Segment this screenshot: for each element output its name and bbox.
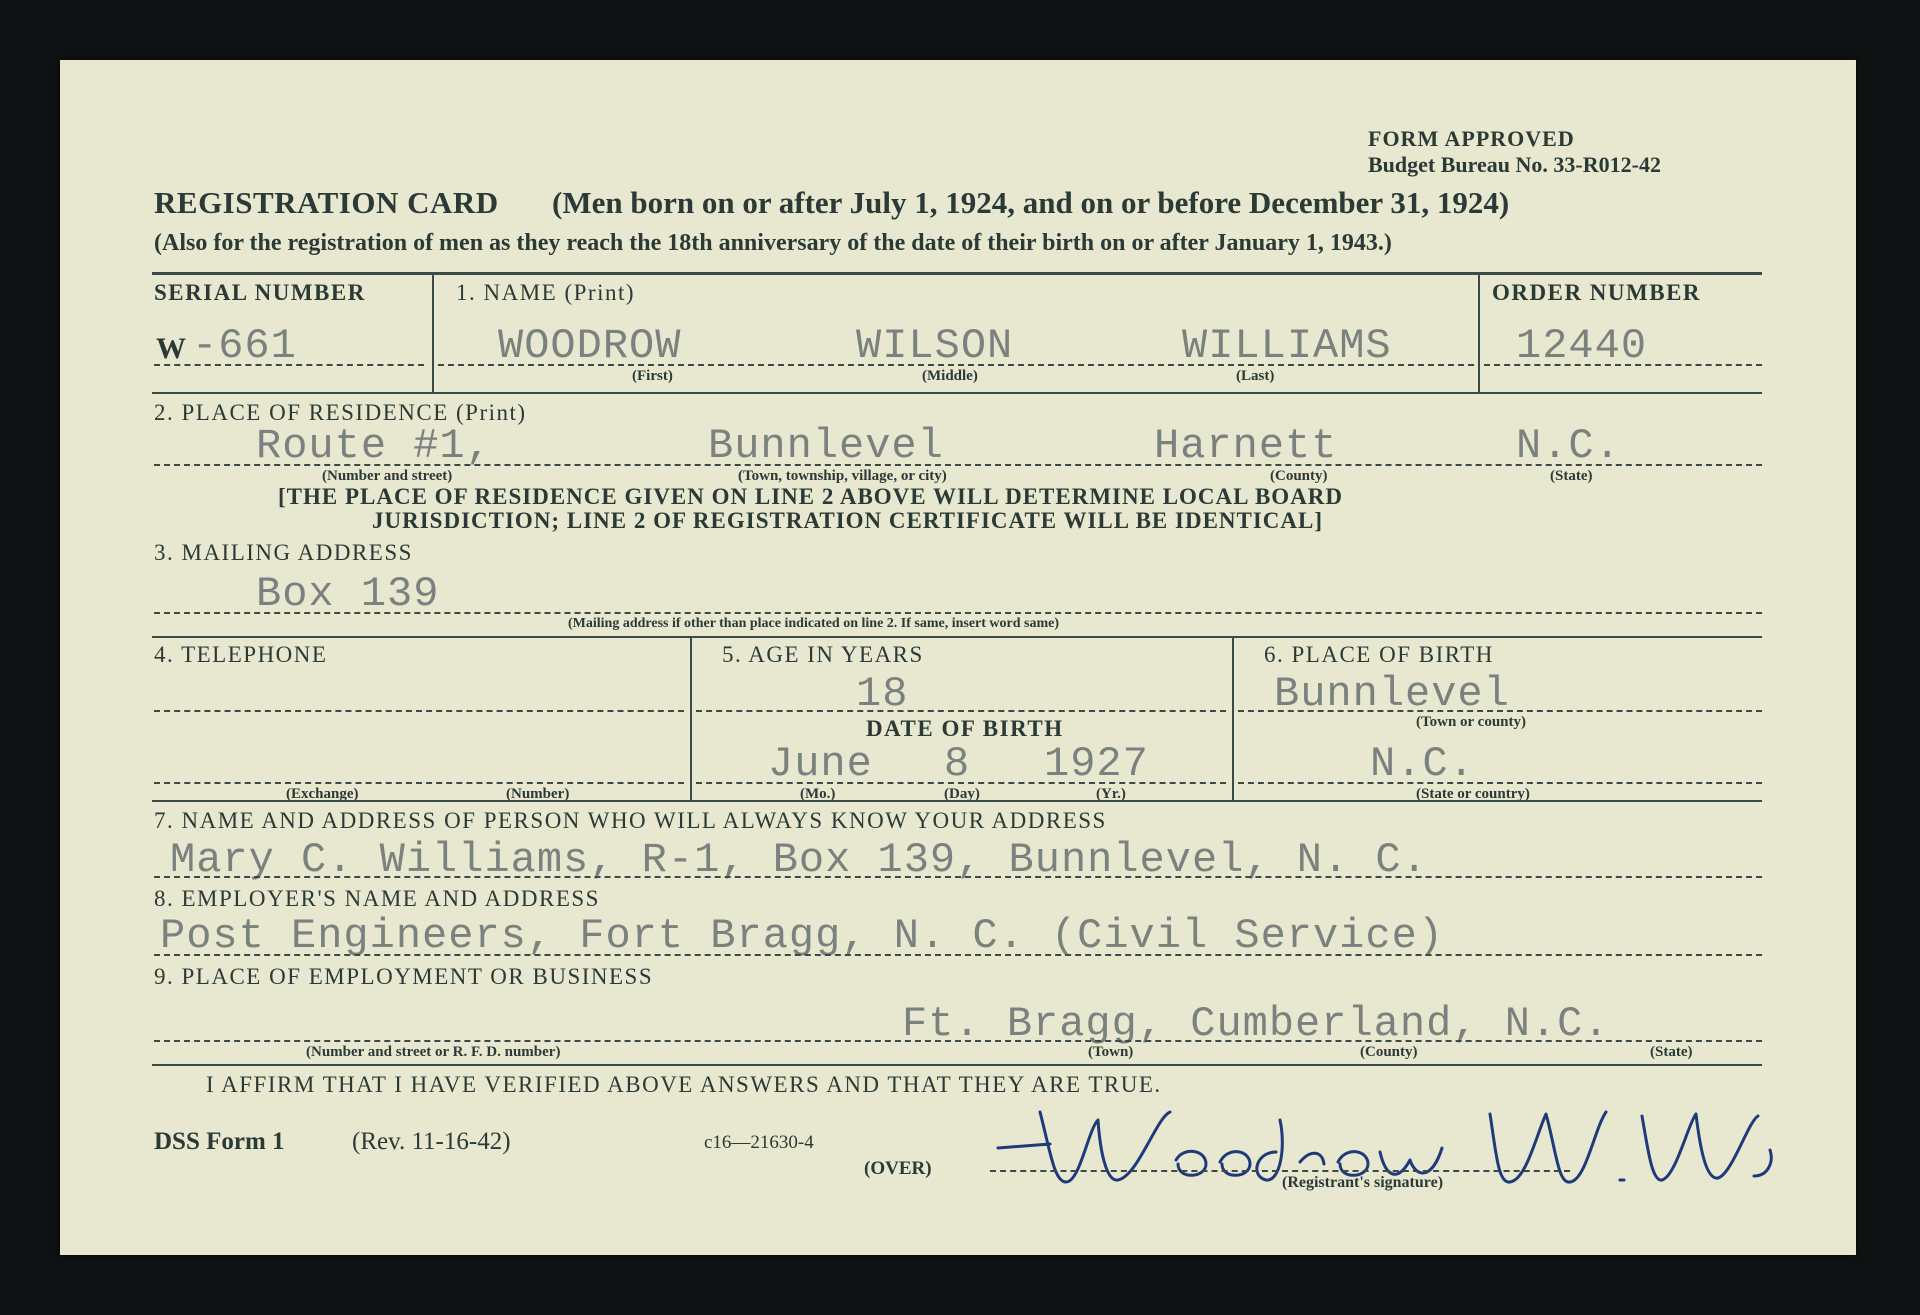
- birth-day-caption: (Day): [944, 786, 980, 802]
- telephone-label: 4. TELEPHONE: [154, 642, 328, 667]
- middle-name-caption: (Middle): [922, 368, 978, 384]
- employment-place-label: 9. PLACE OF EMPLOYMENT OR BUSINESS: [154, 964, 654, 989]
- order-number-label: ORDER NUMBER: [1492, 280, 1702, 305]
- order-line: [1484, 364, 1762, 366]
- dob-line: [696, 782, 1226, 784]
- residence-street-value: Route #1,: [256, 422, 492, 470]
- contact-person-label: 7. NAME AND ADDRESS OF PERSON WHO WILL ALWAYS KNOW YOUR ADDRESS: [154, 808, 1107, 833]
- print-code: c16—21630-4: [704, 1132, 814, 1153]
- card-title-note: (Men born on or after July 1, 1924, and on or before December 31, 1924): [552, 185, 1510, 220]
- residence-county-caption: (County): [1270, 468, 1328, 484]
- rule-after-employment: [152, 1064, 1762, 1066]
- residence-line: [154, 464, 1762, 466]
- birthplace-state-line: [1238, 782, 1762, 784]
- name-label: 1. NAME (Print): [456, 280, 636, 305]
- residence-notice-line-1: [THE PLACE OF RESIDENCE GIVEN ON LINE 2 ABOVE WILL DETERMINE LOCAL BOARD: [278, 484, 1344, 509]
- serial-prefix: W: [156, 332, 186, 365]
- card-title: REGISTRATION CARD: [154, 185, 499, 220]
- serial-number-label: SERIAL NUMBER: [154, 280, 366, 305]
- order-number-value: 12440: [1516, 322, 1648, 370]
- employment-county-caption: (County): [1360, 1044, 1418, 1060]
- contact-line: [154, 876, 1762, 878]
- rule-telephone-divider: [690, 638, 692, 800]
- rule-age-divider: [1232, 638, 1234, 800]
- age-value: 18: [856, 670, 909, 718]
- birthplace-town-value: Bunnlevel: [1274, 670, 1510, 718]
- form-revision: (Rev. 11-16-42): [352, 1128, 511, 1155]
- first-name-caption: (First): [632, 368, 673, 384]
- name-line: [438, 364, 1474, 366]
- rule-after-name: [152, 392, 1762, 394]
- last-name-value: WILLIAMS: [1182, 322, 1392, 370]
- birthplace-town-caption: (Town or county): [1416, 714, 1527, 730]
- first-name-value: WOODROW: [498, 322, 682, 370]
- mailing-line: [154, 612, 1762, 614]
- contact-person-value: Mary C. Williams, R-1, Box 139, Bunnlevel, N. C.: [170, 836, 1428, 884]
- residence-town-caption: (Town, township, village, or city): [738, 468, 947, 484]
- employment-town-caption: (Town): [1088, 1044, 1134, 1060]
- telephone-line-2: [154, 782, 684, 784]
- telephone-line-1: [154, 710, 684, 712]
- residence-state-caption: (State): [1550, 468, 1593, 484]
- birthplace-state-value: N.C.: [1370, 740, 1475, 788]
- birth-year-value: 1927: [1044, 740, 1149, 788]
- mailing-address-value: Box 139: [256, 570, 440, 618]
- residence-state-value: N.C.: [1516, 422, 1621, 470]
- employer-value: Post Engineers, Fort Bragg, N. C. (Civil Service): [160, 912, 1445, 960]
- affirmation-statement: I AFFIRM THAT I HAVE VERIFIED ABOVE ANSWERS AND THAT THEY ARE TRUE.: [206, 1072, 1162, 1097]
- form-number: DSS Form 1: [154, 1128, 285, 1155]
- rule-after-mailing: [152, 636, 1762, 638]
- registration-card: [60, 60, 1856, 1255]
- form-approved: FORM APPROVED: [1368, 126, 1575, 151]
- over-note: (OVER): [864, 1158, 932, 1179]
- last-name-caption: (Last): [1236, 368, 1275, 384]
- residence-town-value: Bunnlevel: [708, 422, 944, 470]
- employer-line: [154, 954, 1762, 956]
- card-subtitle: (Also for the registration of men as they reach the 18th anniversary of the date of their birth on or after January 1, 1943.): [154, 230, 1392, 256]
- middle-name-value: WILSON: [856, 322, 1014, 370]
- budget-bureau-number: Budget Bureau No. 33-R012-42: [1368, 152, 1661, 177]
- rule-order-divider: [1478, 274, 1480, 392]
- rule-after-birth: [152, 800, 1762, 802]
- telephone-number-caption: (Number): [506, 786, 570, 802]
- signature-line: [990, 1170, 1570, 1172]
- employment-street-caption: (Number and street or R. F. D. number): [306, 1044, 561, 1060]
- serial-number-value: -661: [192, 322, 297, 370]
- telephone-exchange-caption: (Exchange): [286, 786, 359, 802]
- birth-day-value: 8: [944, 740, 971, 788]
- age-line: [696, 710, 1226, 712]
- employer-label: 8. EMPLOYER'S NAME AND ADDRESS: [154, 886, 600, 911]
- rule-serial-divider: [432, 274, 434, 392]
- birthplace-state-caption: (State or country): [1416, 786, 1530, 802]
- rule-top: [152, 272, 1762, 275]
- serial-line: [154, 364, 424, 366]
- birth-month-value: June: [768, 740, 873, 788]
- employment-state-caption: (State): [1650, 1044, 1693, 1060]
- birth-month-caption: (Mo.): [800, 786, 836, 802]
- residence-street-caption: (Number and street): [322, 468, 453, 484]
- residence-notice-line-2: JURISDICTION; LINE 2 OF REGISTRATION CERTIFICATE WILL BE IDENTICAL]: [372, 508, 1324, 533]
- birthplace-label: 6. PLACE OF BIRTH: [1264, 642, 1494, 667]
- age-label: 5. AGE IN YEARS: [722, 642, 924, 667]
- birthplace-town-line: [1238, 710, 1762, 712]
- birth-year-caption: (Yr.): [1096, 786, 1126, 802]
- signature-caption: (Registrant's signature): [1282, 1174, 1444, 1191]
- employment-line: [154, 1040, 1762, 1042]
- mailing-address-hint: (Mailing address if other than place indicated on line 2. If same, insert word same): [568, 616, 1060, 631]
- mailing-address-label: 3. MAILING ADDRESS: [154, 540, 413, 565]
- residence-county-value: Harnett: [1154, 422, 1338, 470]
- employment-place-value: Ft. Bragg, Cumberland, N.C.: [902, 1000, 1610, 1048]
- date-of-birth-label: DATE OF BIRTH: [866, 716, 1064, 741]
- residence-label: 2. PLACE OF RESIDENCE (Print): [154, 400, 527, 425]
